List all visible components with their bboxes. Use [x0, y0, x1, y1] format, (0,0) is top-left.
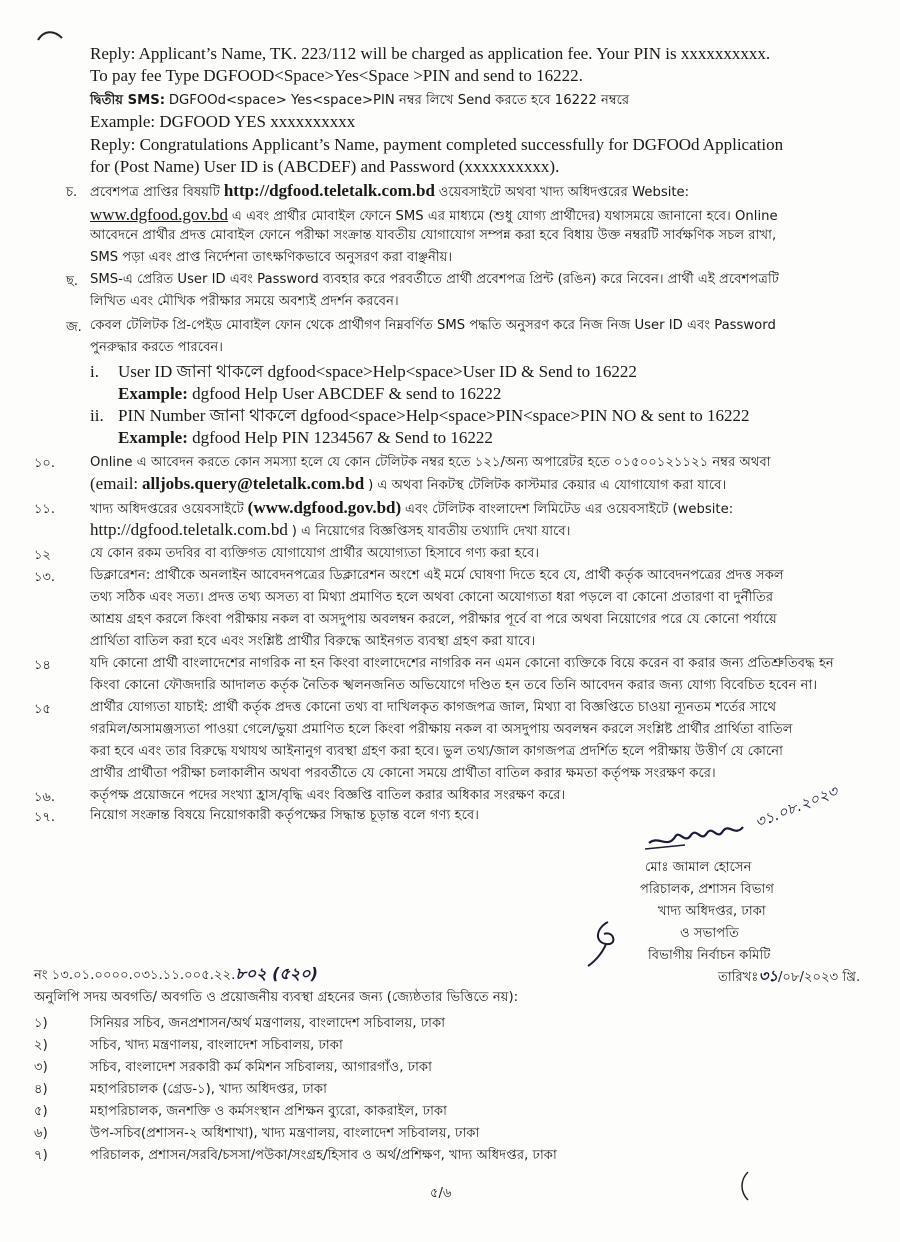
item-cha-marker: চ.	[66, 185, 78, 200]
item-14-line2: কিংবা কোনো ফৌজদারি আদালত কর্তৃক নৈতিক স্খলনজনিত অভিযোগে দণ্ডিত হন তবে তিনি আবেদন করার জন্য যোগ্য বিবেচিত হবেন না।	[90, 678, 818, 693]
item-cha-text: প্রবেশপত্র প্রাপ্তির বিষয়টি	[90, 185, 220, 200]
item-chha-line2: লিখিত এবং মৌখিক পরীক্ষার সময়ে অবশ্যই প্রদর্শন করবেন।	[90, 294, 399, 309]
copy-number: ৩)	[34, 1060, 48, 1075]
signatory-title-2: খাদ্য অধিদপ্তর, ঢাকা	[658, 904, 766, 919]
dgfood-link[interactable]: www.dgfood.gov.bd	[90, 205, 229, 224]
item-11-line1	[90, 498, 733, 520]
item-10-line2	[90, 474, 726, 496]
item-cha-text: ওয়েবসাইটে অথবা খাদ্য অধিদপ্তরের Website:	[438, 185, 690, 200]
item-chha-marker: ছ.	[66, 274, 79, 289]
teletalk-link[interactable]: http://dgfood.teletalk.com.bd	[223, 181, 435, 200]
copy-number: ৭)	[34, 1148, 48, 1163]
item-ja-marker: জ.	[66, 320, 82, 335]
item-11-text: এবং টেলিটক বাংলাদেশ লিমিটেড এর ওয়েবসাইটে (website:	[405, 502, 734, 517]
item-10-marker: ১০.	[34, 456, 56, 471]
item-15-line1: প্রার্থীর যোগ্যতা যাচাই: প্রার্থী কর্তৃক প্রদত্ত কোনো তথ্য বা দাখিলকৃত কাগজপত্র জাল, মিথ্যা বা বিজ্ঞপ্তিতে চাওয়া ন্যূনতম শর্তের সাথে	[90, 700, 777, 715]
second-sms-line	[90, 90, 629, 111]
item-12-text: যে কোন রকম তদবির বা ব্যক্তিগত যোগাযোগ প্রার্থীর অযোগ্যতা হিসাবে গণ্য করা হবে।	[90, 546, 540, 561]
copy-number: ৬)	[34, 1126, 48, 1141]
example-label: Example:	[118, 428, 188, 447]
copy-recipient: উপ-সচিব(প্রশাসন-২ অধিশাখা), খাদ্য মন্ত্রণালয়, বাংলাদেশ সচিবালয়, ঢাকা	[90, 1126, 480, 1141]
item-14-marker: ১৪	[34, 658, 51, 673]
reply1-line1: Reply: Applicant’s Name, TK. 223/112 will be charged as application fee. Your PIN is xxxxxxxxxx.	[90, 44, 771, 63]
signature-date-handwritten: ৩১.০৮.২০২৩	[752, 782, 841, 832]
ja-ii-example	[118, 428, 493, 448]
copy-recipient: পরিচালক, প্রশাসন/সরবি/চসসা/পউকা/সংগ্রহ/হিসাব ও অর্থ/প্রশিক্ষণ, খাদ্য অধিদপ্তর, ঢাকা	[90, 1148, 557, 1163]
memo-number: নং ১৩.০১.০০০০.০৩১.১১.০০৫.২২.	[34, 968, 236, 983]
item-cha-line2	[90, 205, 778, 227]
memo-number-line	[34, 964, 318, 986]
copy-number: ৫)	[34, 1104, 48, 1119]
item-13-line4: প্রার্থিতা বাতিল করা হবে এবং সংশ্লিষ্ট প্রার্থীর বিরুদ্ধে আইনগত ব্যবস্থা গ্রহণ করা যাবে।	[90, 634, 536, 649]
second-sms-text: DGFOOd<space> Yes<space>PIN নম্বর লিখে Send করতে হবে 16222 নম্বরে	[168, 93, 630, 108]
item-16-marker: ১৬.	[34, 790, 56, 805]
copy-number: ১)	[34, 1016, 48, 1031]
reply2-line2: for (Post Name) User ID is (ABCDEF) and Password (xxxxxxxxxx).	[90, 157, 560, 176]
item-10-text: Online এ আবেদন করতে কোন সমস্যা হলে যে কোন টেলিটক নম্বর হতে ১২১/অন্য অপারেটর হতে ০১৫০০১২১১২১ নম্বর অথবা	[90, 455, 771, 470]
signatory-title-1: পরিচালক, প্রশাসন বিভাগ	[640, 882, 775, 897]
dgfood-link[interactable]: (www.dgfood.gov.bd)	[247, 498, 402, 517]
item-11-line2	[90, 520, 570, 542]
signature-scribble	[645, 815, 755, 855]
second-sms-label: দ্বিতীয় SMS:	[90, 93, 166, 108]
item-ja-line1: কেবল টেলিটক প্রি-পেইড মোবাইল ফোন থেকে প্রার্থীগণ নিম্নবর্ণিত SMS পদ্ধতি অনুসরণ করে নিজ নিজ User ID এবং Password	[90, 318, 776, 333]
copies-heading: অনুলিপি সদয় অবগতি/ অবগতি ও প্রয়োজনীয় ব্যবস্থা গ্রহনের জন্য (জ্যেষ্ঠতার ভিত্তিতে নয়):	[34, 990, 519, 1005]
item-15-line4: প্রার্থীর প্রার্থীতা পরীক্ষা চলাকালীন অথবা পরবর্তীতে যে কোনো সময়ে প্রার্থীতা বাতিল করার ক্ষমতা কর্তৃপক্ষ সংরক্ষণ করে।	[90, 766, 716, 781]
email-prefix: (email:	[90, 474, 139, 493]
item-cha-line1	[90, 181, 689, 203]
memo-date-label: তারিখঃ	[718, 970, 759, 985]
teletalk-link[interactable]: http://dgfood.teletalk.com.bd	[90, 520, 288, 539]
copy-recipient: সিনিয়র সচিব, জনপ্রশাসন/অর্থ মন্ত্রণালয়, বাংলাদেশ সচিবালয়, ঢাকা	[90, 1016, 446, 1031]
item-11-marker: ১১.	[34, 502, 56, 517]
item-14-line1: যদি কোনো প্রার্থী বাংলাদেশের নাগরিক না হন কিংবা বাংলাদেশের নাগরিক নন এমন কোনো ব্যক্তিকে বিয়ে করেন বা করার জন্য প্রতিশ্রুতিবদ্ধ হন	[90, 656, 834, 671]
copy-recipient: সচিব, বাংলাদেশ সরকারী কর্ম কমিশন সচিবালয়, আগারগাঁও, ঢাকা	[90, 1060, 432, 1075]
memo-number-handwritten: ৮০২ (৫২০)	[235, 964, 318, 983]
item-10-text: ) এ অথবা নিকটস্থ টেলিটক কাস্টমার কেয়ার এ যোগাযোগ করা যাবে।	[368, 478, 727, 493]
example-text: dgfood Help PIN 1234567 & Send to 16222	[192, 428, 493, 447]
item-cha-text: এ এবং প্রার্থীর মোবাইল ফোনে SMS এর মাধ্যমে (শুধু যোগ্য প্রার্থীদের) যথাসময়ে জানানো হবে। Online	[231, 209, 778, 224]
item-17-text: নিয়োগ সংক্রান্ত বিষয়ে নিয়োগকারী কর্তৃপক্ষের সিদ্ধান্ত চূড়ান্ত বলে গণ্য হবে।	[90, 808, 479, 823]
stray-pen-mark	[738, 1170, 752, 1204]
memo-date-rest: /০৮/২০২৩ খ্রি.	[777, 970, 861, 985]
email-link[interactable]: alljobs.query@teletalk.com.bd	[142, 474, 365, 493]
copy-recipient: মহাপরিচালক, জনশক্তি ও কর্মসংস্থান প্রশিক্ষন ব্যুরো, কাকরাইল, ঢাকা	[90, 1104, 447, 1119]
item-17-marker: ১৭.	[34, 810, 56, 825]
ja-ii-marker: ii.	[90, 406, 104, 425]
example-line: Example: DGFOOD YES xxxxxxxxxx	[90, 112, 356, 131]
ja-ii-text: PIN Number জানা থাকলে dgfood<space>Help<space>PIN<space>PIN NO & sent to 16222	[118, 406, 750, 425]
ja-i-text: User ID জানা থাকলে dgfood<space>Help<space>User ID & Send to 16222	[118, 362, 637, 381]
item-11-text: খাদ্য অধিদপ্তরের ওয়েবসাইটে	[90, 502, 244, 517]
item-15-line3: করা হবে এবং তার বিরুদ্ধে যথাযথ আইনানুগ ব্যবস্থা গ্রহণ করা হবে। ভুল তথ্য/জাল কাগজপত্র প্রদর্শিত হলে পরীক্ষায় উত্তীর্ণ যে কোনো	[90, 744, 783, 759]
memo-date-day-handwritten: ৩১	[758, 967, 778, 985]
item-15-marker: ১৫	[34, 702, 51, 717]
item-cha-line3: আবেদনে প্রার্থীর প্রদত্ত মোবাইল ফোনে পরীক্ষা সংক্রান্ত যাবতীয় যোগাযোগ সম্পন্ন করা হবে বিধায় উক্ত নম্বরটি সার্বক্ষণিক সচল রাখা,	[90, 228, 777, 243]
example-text: dgfood Help User ABCDEF & send to 16222	[192, 384, 502, 403]
copy-recipient: মহাপরিচালক (গ্রেড-১), খাদ্য অধিদপ্তর, ঢাকা	[90, 1082, 327, 1097]
ja-i-marker: i.	[90, 362, 99, 381]
item-10-line1	[90, 452, 771, 473]
item-13-line3: আশ্রয় গ্রহণ করলে কিংবা পরীক্ষায় নকল বা অসদুপায় অবলম্বন করলে, পরীক্ষার পূর্বে বা পরে অথবা নিয়োগের পরে যে কোনো পর্যায়ে	[90, 612, 777, 627]
item-11-text: ) এ নিয়োগের বিজ্ঞপ্তিসহ যাবতীয় তথ্যাদি দেখা যাবে।	[291, 524, 571, 539]
item-13-line2: তথ্য সঠিক এবং সত্য। প্রদত্ত তথ্য অসত্য বা মিথ্যা প্রমাণিত হলে অথবা কোনো অযোগ্যতা ধরা পড়লে বা কোনো প্রতারণা বা দুর্নীতির	[90, 590, 774, 605]
page-number: ৫/৬	[430, 1186, 452, 1201]
copy-number: ২)	[34, 1038, 48, 1053]
example-label: Example:	[118, 384, 188, 403]
copy-number: ৪)	[34, 1082, 48, 1097]
item-ja-line2: পুনরুদ্ধার করতে পারবেন।	[90, 340, 224, 355]
signatory-title-3: ও সভাপতি	[680, 926, 739, 941]
reply1-line2: To pay fee Type DGFOOD<Space>Yes<Space >PIN and send to 16222.	[90, 66, 583, 85]
ja-i-example	[118, 384, 501, 404]
signatory-name: মোঃ জামাল হোসেন	[645, 860, 752, 875]
item-15-line2: গরমিল/অসামঞ্জস্যতা পাওয়া গেলে/ভুয়া প্রমাণিত হলে কিংবা পরীক্ষায় নকল বা অসদুপায় অবলম্বন করলে সংশ্লিষ্ট প্রার্থীর প্রার্থিতা বাতিল	[90, 722, 793, 737]
item-13-line1: ডিক্লারেশন: প্রার্থীকে অনলাইন আবেদনপত্রের ডিক্লারেশন অংশে এই মর্মে ঘোষণা দিতে হবে যে, প্রার্থী কর্তৃক আবেদনপত্রের প্রদত্ত সকল	[90, 568, 784, 583]
item-13-marker: ১৩.	[34, 570, 56, 585]
stray-pen-mark	[36, 28, 66, 44]
item-12-marker: ১২	[34, 548, 51, 563]
memo-date-line	[718, 966, 860, 988]
reply2-line1: Reply: Congratulations Applicant’s Name, payment completed successfully for DGFOOd Application	[90, 135, 784, 154]
item-16-text: কর্তৃপক্ষ প্রয়োজনে পদের সংখ্যা হ্রাস/বৃদ্ধি এবং বিজ্ঞপ্তি বাতিল করার অধিকার সংরক্ষণ করে।	[90, 788, 566, 803]
item-chha-line1: SMS-এ প্রেরিত User ID এবং Password ব্যবহার করে পরবর্তীতে প্রার্থী প্রবেশপত্র প্রিন্ট (রঙিন) করে নিবেন। প্রার্থী এই প্রবেশপত্রটি	[90, 272, 779, 287]
initial-mark	[584, 918, 628, 970]
item-cha-line4: SMS পড়া এবং প্রাপ্ত নির্দেশনা তাৎক্ষণিকভাবে অনুসরণ করা বাঞ্ছনীয়।	[90, 250, 453, 265]
copy-recipient: সচিব, খাদ্য মন্ত্রণালয়, বাংলাদেশ সচিবালয়, ঢাকা	[90, 1038, 343, 1053]
signatory-title-4: বিভাগীয় নির্বাচন কমিটি	[648, 948, 771, 963]
